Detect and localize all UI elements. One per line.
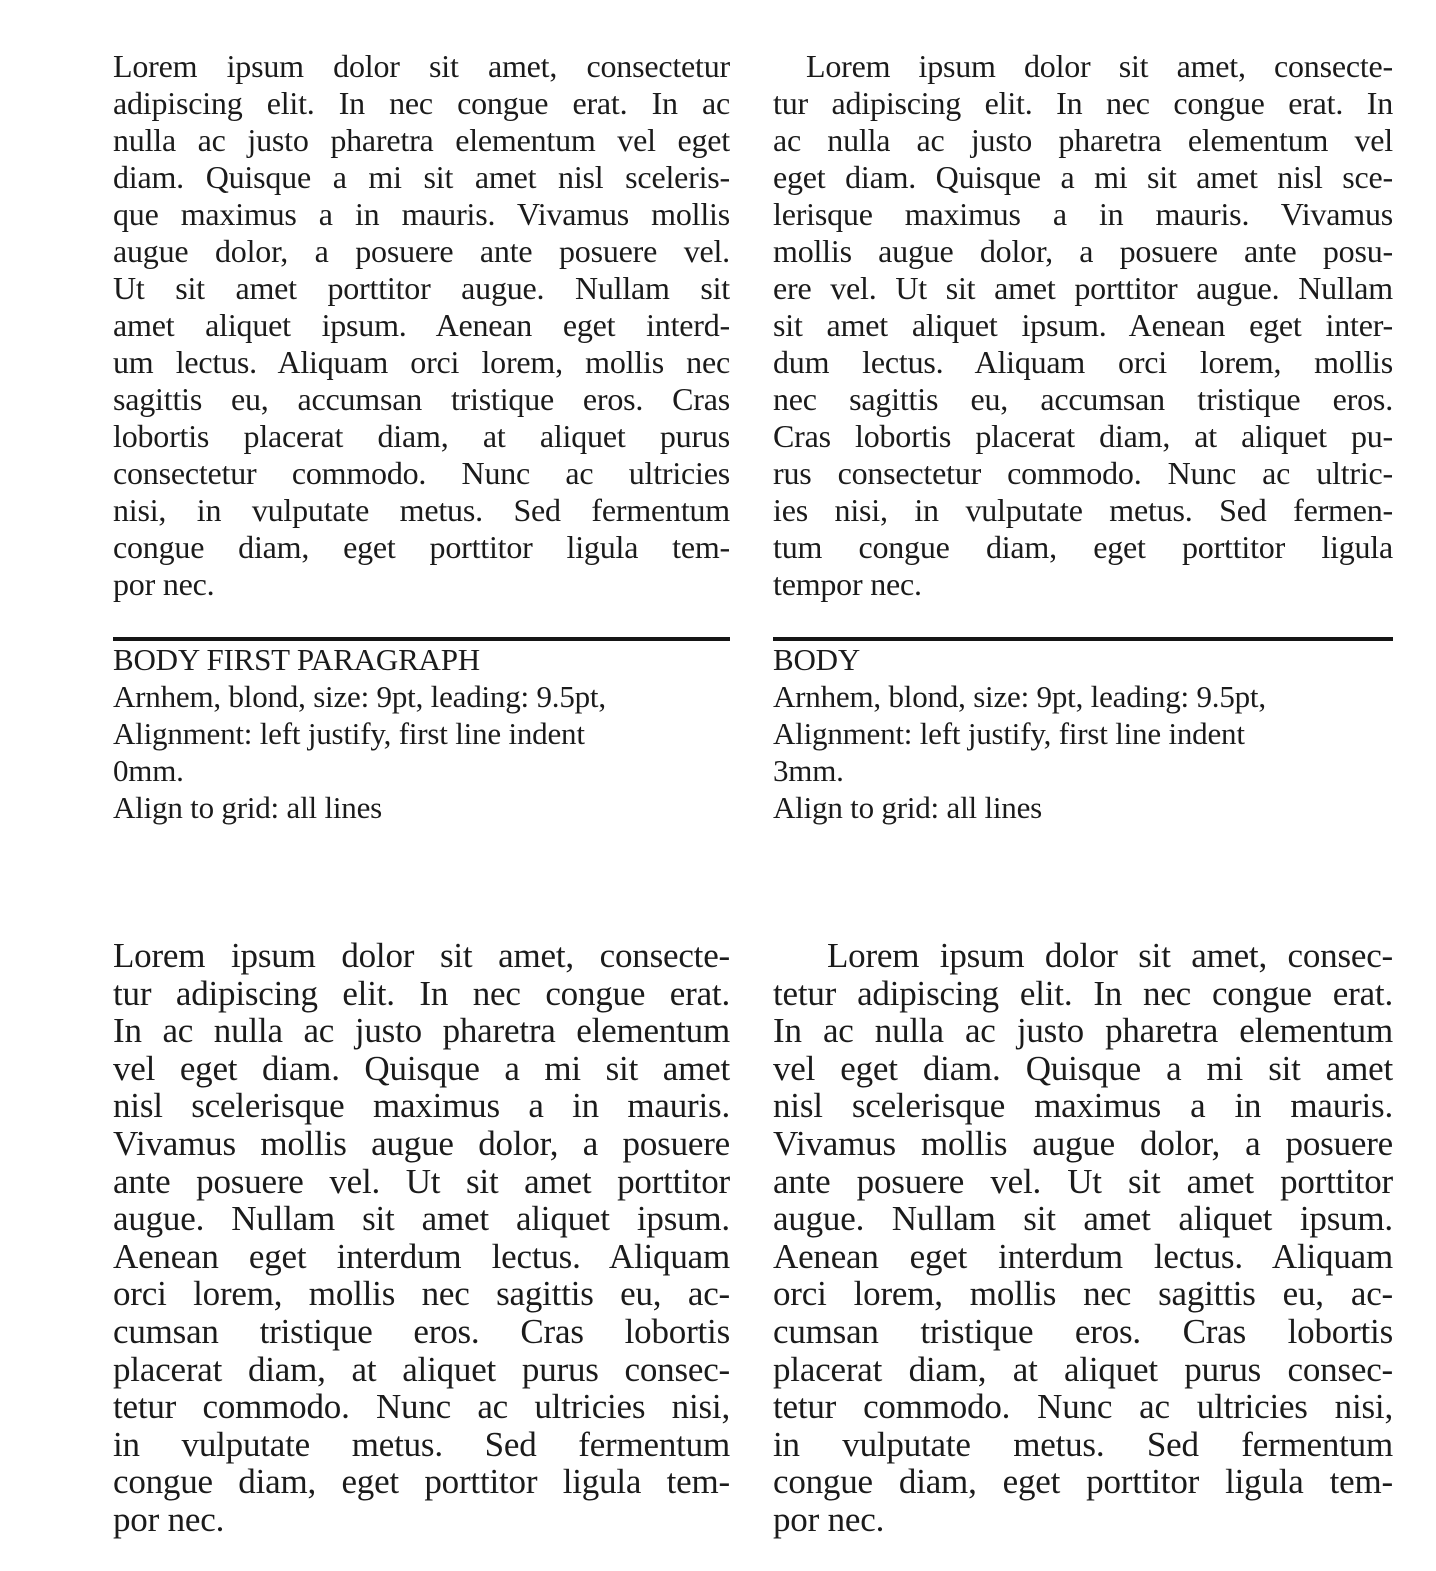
text-line: nisl scelerisque maximus a in mauris. <box>773 1086 1393 1126</box>
text-line: Arnhem, blond, size: 9pt, leading: 9.5pt, <box>773 679 1266 714</box>
text-line: congue diam, eget porttitor ligula tem- <box>113 1462 730 1502</box>
text-line: orci lorem, mollis nec sagittis eu, ac- <box>113 1274 730 1314</box>
text-line: Aenean eget interdum lectus. Aliquam <box>773 1236 1393 1276</box>
text-line: por nec. <box>113 566 215 602</box>
text-line: diam. Quisque a mi sit amet nisl sceleris- <box>113 159 730 195</box>
text-line: Aenean eget interdum lectus. Aliquam <box>113 1236 730 1276</box>
sample-paragraph-large-indent <box>773 937 1393 1539</box>
text-line: que maximus a in mauris. Vivamus mollis <box>113 196 730 232</box>
text-line: Lorem ipsum dolor sit amet, consecte- <box>113 936 730 975</box>
text-line: adipiscing elit. In nec congue erat. In ac <box>113 85 730 121</box>
text-line: nec sagittis eu, accumsan tristique eros. <box>773 381 1393 417</box>
text-line: Cras lobortis placerat diam, at aliquet pu- <box>773 418 1393 454</box>
text-line: tur adipiscing elit. In nec congue erat. <box>113 973 730 1013</box>
column-left <box>113 0 730 1571</box>
text-line: Ut sit amet porttitor augue. Nullam sit <box>113 270 730 306</box>
caption-title: BODY FIRST PARAGRAPH <box>113 642 480 677</box>
sample-paragraph-body-first <box>113 48 730 603</box>
text-line: vel eget diam. Quisque a mi sit amet <box>113 1048 730 1088</box>
caption-specs <box>113 678 730 826</box>
text-line: 3mm. <box>773 753 844 788</box>
text-line: nisi, in vulputate metus. Sed fermentum <box>113 492 730 528</box>
column-right <box>773 0 1393 1571</box>
text-line: tempor nec. <box>773 566 922 602</box>
text-line: congue diam, eget porttitor ligula tem- <box>773 1462 1393 1502</box>
text-line: dum lectus. Aliquam orci lorem, mollis <box>773 344 1393 380</box>
text-line: Align to grid: all lines <box>773 790 1043 825</box>
text-line: nulla ac justo pharetra elementum vel eget <box>113 122 730 158</box>
text-line: nisl scelerisque maximus a in mauris. <box>113 1086 730 1126</box>
text-line: congue diam, eget porttitor ligula tem- <box>113 529 730 565</box>
text-line: tetur commodo. Nunc ac ultricies nisi, <box>773 1387 1393 1427</box>
text-line: por nec. <box>113 1499 225 1539</box>
text-line: augue dolor, a posuere ante posuere vel. <box>113 233 730 269</box>
caption-body <box>773 641 1393 826</box>
sample-paragraph-large-no-indent <box>113 937 730 1539</box>
text-line: lobortis placerat diam, at aliquet purus <box>113 418 730 454</box>
text-line: Align to grid: all lines <box>113 790 383 825</box>
sample-paragraph-body <box>773 48 1393 603</box>
text-line: in vulputate metus. Sed fermentum <box>773 1424 1393 1464</box>
text-line: vel eget diam. Quisque a mi sit amet <box>773 1048 1393 1088</box>
caption-body-first-paragraph <box>113 641 730 826</box>
text-line: In ac nulla ac justo pharetra elementum <box>113 1011 730 1051</box>
text-line: um lectus. Aliquam orci lorem, mollis nec <box>113 344 730 380</box>
text-line: In ac nulla ac justo pharetra elementum <box>773 1011 1393 1051</box>
text-line: eget diam. Quisque a mi sit amet nisl sce- <box>773 159 1393 195</box>
text-line: placerat diam, at aliquet purus consec- <box>113 1349 730 1389</box>
text-line: Vivamus mollis augue dolor, a posuere <box>773 1123 1393 1163</box>
caption-title: BODY <box>773 642 861 677</box>
text-line: 0mm. <box>113 753 184 788</box>
text-line: sit amet aliquet ipsum. Aenean eget inter- <box>773 307 1393 343</box>
text-line: Vivamus mollis augue dolor, a posuere <box>113 1123 730 1163</box>
text-line: Lorem ipsum dolor sit amet, consectetur <box>113 48 730 84</box>
text-line: ante posuere vel. Ut sit amet porttitor <box>113 1161 730 1201</box>
text-line: por nec. <box>773 1499 885 1539</box>
text-line: cumsan tristique eros. Cras lobortis <box>113 1311 730 1351</box>
text-line: sagittis eu, accumsan tristique eros. Cras <box>113 381 730 417</box>
text-line: lerisque maximus a in mauris. Vivamus <box>773 196 1393 232</box>
text-line: tetur commodo. Nunc ac ultricies nisi, <box>113 1387 730 1427</box>
text-line: ies nisi, in vulputate metus. Sed fermen- <box>773 492 1393 528</box>
text-line: in vulputate metus. Sed fermentum <box>113 1424 730 1464</box>
text-line: Lorem ipsum dolor sit amet, consec- <box>827 936 1393 975</box>
text-line: orci lorem, mollis nec sagittis eu, ac- <box>773 1274 1393 1314</box>
text-line: ante posuere vel. Ut sit amet porttitor <box>773 1161 1393 1201</box>
text-line: amet aliquet ipsum. Aenean eget interd- <box>113 307 730 343</box>
text-line: Alignment: left justify, first line indent <box>113 716 585 751</box>
caption-specs <box>773 678 1393 826</box>
text-line: ac nulla ac justo pharetra elementum vel <box>773 122 1393 158</box>
text-line: Alignment: left justify, first line indent <box>773 716 1245 751</box>
text-line: augue. Nullam sit amet aliquet ipsum. <box>773 1199 1393 1239</box>
text-line: cumsan tristique eros. Cras lobortis <box>773 1311 1393 1351</box>
text-line: ere vel. Ut sit amet porttitor augue. Nullam <box>773 270 1393 306</box>
text-line: tur adipiscing elit. In nec congue erat. In <box>773 85 1393 121</box>
text-line: placerat diam, at aliquet purus consec- <box>773 1349 1393 1389</box>
text-line: consectetur commodo. Nunc ac ultricies <box>113 455 730 491</box>
text-line: rus consectetur commodo. Nunc ac ultric- <box>773 455 1393 491</box>
text-line: Arnhem, blond, size: 9pt, leading: 9.5pt, <box>113 679 606 714</box>
text-line: Lorem ipsum dolor sit amet, consecte- <box>806 48 1393 84</box>
text-line: tum congue diam, eget porttitor ligula <box>773 529 1393 565</box>
text-line: augue. Nullam sit amet aliquet ipsum. <box>113 1199 730 1239</box>
text-line: mollis augue dolor, a posuere ante posu- <box>773 233 1393 269</box>
text-line: tetur adipiscing elit. In nec congue erat. <box>773 973 1393 1013</box>
